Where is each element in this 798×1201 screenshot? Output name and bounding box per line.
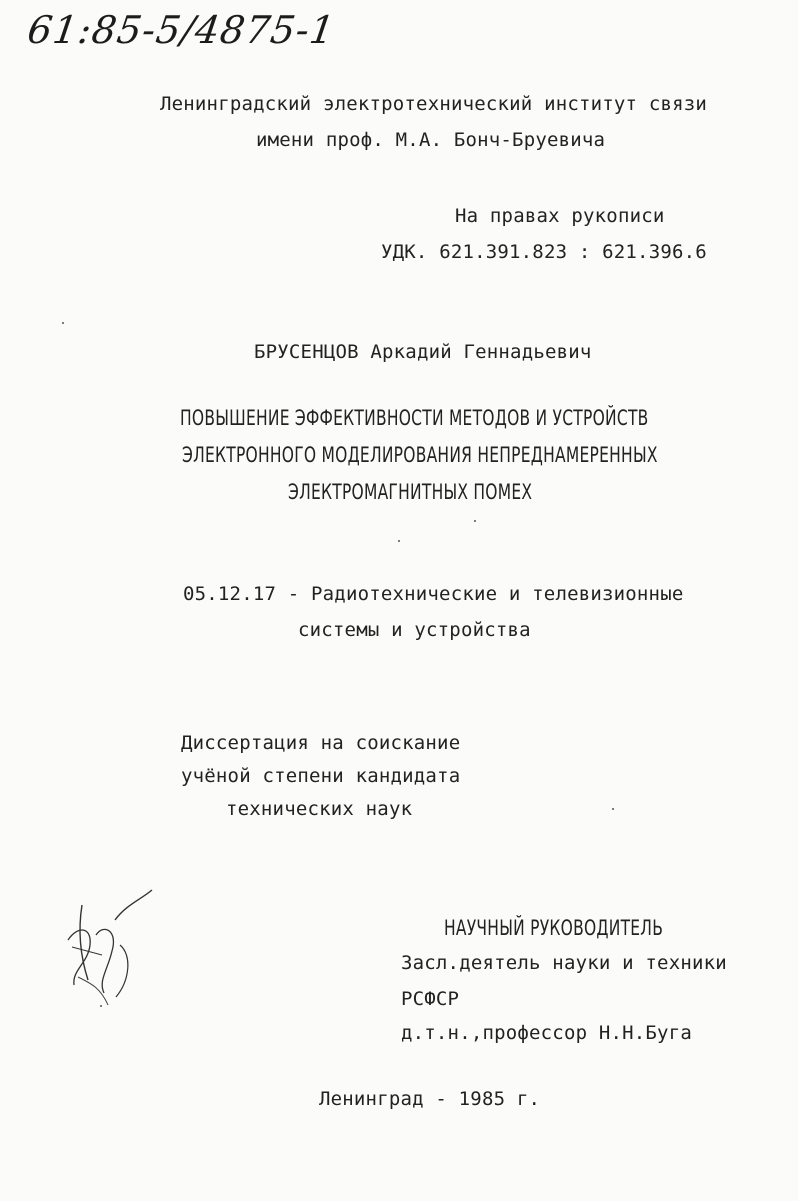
paper-speck (398, 540, 400, 542)
supervisor-line-2: РСФСР (401, 988, 460, 1010)
title-line-3: ЭЛЕКТРОМАГНИТНЫХ ПОМЕХ (288, 480, 533, 504)
institution-line-2: имени проф. М.А. Бонч-Бруевича (256, 129, 606, 151)
paper-speck (100, 1005, 102, 1007)
author-name: БРУСЕНЦОВ Аркадий Геннадьевич (254, 341, 592, 363)
specialty-line-2: системы и устройства (298, 619, 531, 641)
specialty-line-1: 05.12.17 - Радиотехнические и телевизионные (183, 583, 684, 605)
degree-line-3: технических наук (226, 798, 413, 820)
institution-line-1: Ленинградский электротехнический институт связи (160, 93, 708, 115)
supervisor-heading: НАУЧНЫЙ РУКОВОДИТЕЛЬ (444, 916, 664, 940)
manuscript-rights: На правах рукописи (455, 205, 665, 227)
supervisor-line-3: д.т.н.,профессор Н.Н.Буга (401, 1022, 692, 1044)
archive-number: 61:85-5/4875-1 (24, 8, 339, 52)
handwritten-signature-mark (60, 885, 160, 1015)
place-and-year: Ленинград - 1985 г. (319, 1088, 541, 1110)
paper-speck (62, 322, 64, 324)
title-line-1: ПОВЫШЕНИЕ ЭФФЕКТИВНОСТИ МЕТОДОВ И УСТРОЙСТВ (180, 406, 649, 430)
degree-line-1: Диссертация на соискание (181, 732, 461, 754)
degree-line-2: учёной степени кандидата (181, 765, 461, 787)
paper-speck (474, 520, 476, 522)
paper-speck (612, 808, 614, 810)
supervisor-line-1: Засл.деятель науки и техники (401, 952, 727, 974)
udc-code: УДК. 621.391.823 : 621.396.6 (381, 241, 707, 263)
title-line-2: ЭЛЕКТРОННОГО МОДЕЛИРОВАНИЯ НЕПРЕДНАМЕРЕННЫХ (182, 443, 658, 467)
